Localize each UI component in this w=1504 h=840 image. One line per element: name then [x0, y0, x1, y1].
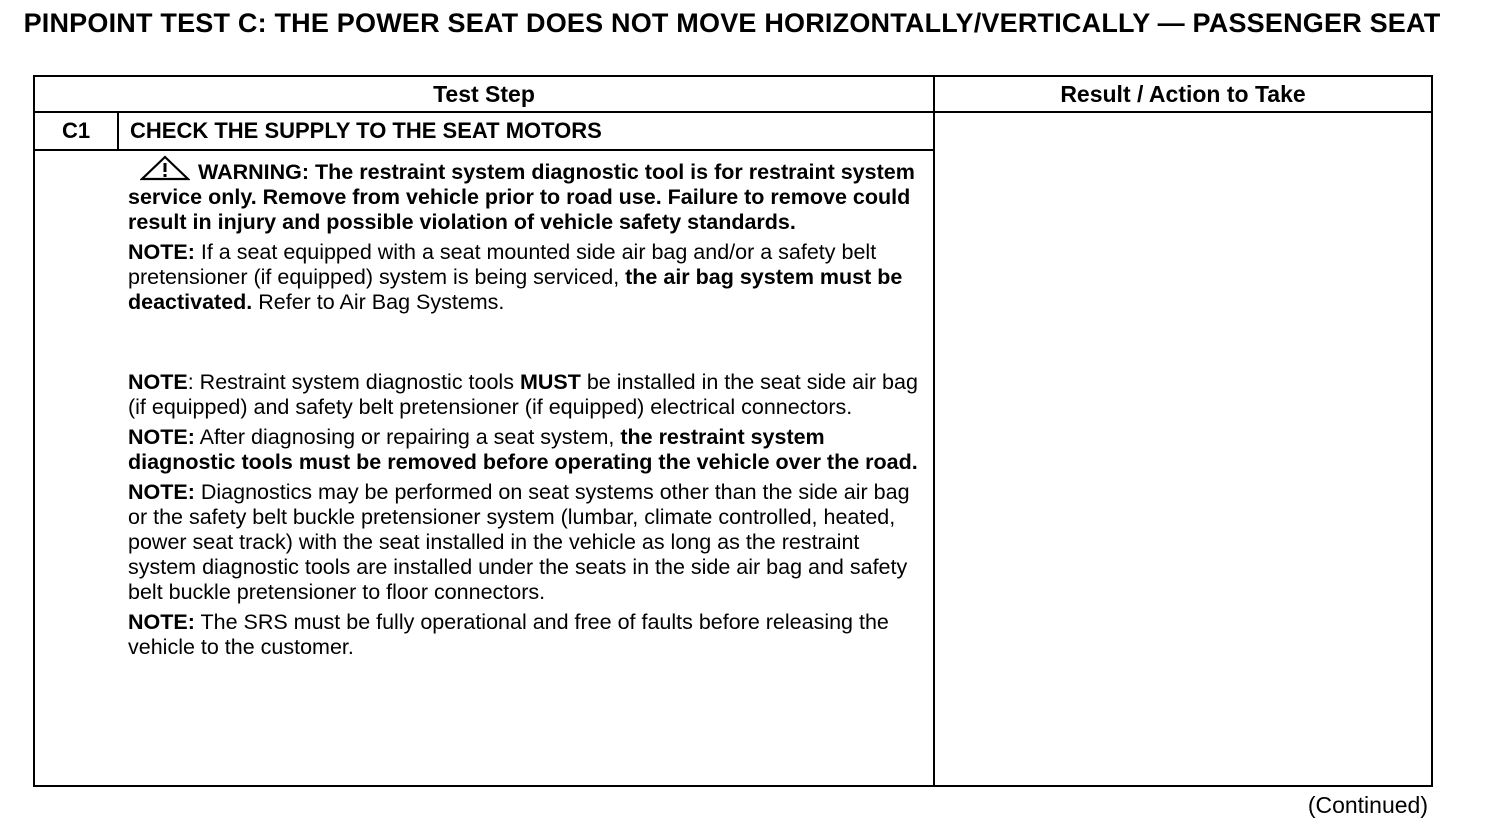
- note-text: Refer to Air Bag Systems.: [252, 290, 505, 314]
- pinpoint-test-table: [33, 75, 1433, 787]
- note-text: be installed in the seat side air bag (if equipped) and safety belt pretensioner (if equipped) electrical connectors.: [128, 370, 918, 419]
- note-emphasis: the air bag system must be deactivated.: [128, 265, 903, 314]
- note-text: : Restraint system diagnostic tools: [187, 370, 520, 394]
- warning-paragraph: [128, 155, 918, 235]
- step-content: [128, 155, 918, 665]
- note-text: Diagnostics may be performed on seat systems other than the side air bag or the safety belt buckle pretensioner system (lumbar, climate controlled, heated, power seat track) with the seat installed in the vehicle as long as the restraint system diagnostic tools are installed under the seats in the side air bag and safety belt buckle pretensioner to floor connectors.: [128, 480, 910, 604]
- note-text: If a seat equipped with a seat mounted side air bag and/or a safety belt pretensioner (if equipped) system is being serviced,: [128, 240, 877, 289]
- note-1: [128, 240, 918, 315]
- note-5: [128, 610, 918, 660]
- continued-label: (Continued): [1307, 792, 1428, 818]
- note-2: [128, 370, 918, 420]
- note-3: [128, 425, 918, 475]
- page-title: PINPOINT TEST C: THE POWER SEAT DOES NOT MOVE HORIZONTALLY/VERTICALLY — PASSENGER SEAT: [23, 8, 1441, 38]
- step-id: C1: [35, 113, 119, 149]
- note-label: NOTE:: [128, 425, 195, 449]
- header-test-step: Test Step: [433, 81, 535, 107]
- column-divider: [933, 77, 935, 785]
- spacer: [128, 320, 918, 370]
- note-text: After diagnosing or repairing a seat system,: [194, 425, 621, 449]
- header-result-action: Result / Action to Take: [1060, 81, 1306, 107]
- step-row: [35, 113, 933, 151]
- note-label: NOTE: [128, 370, 188, 394]
- note-label: NOTE:: [128, 610, 195, 634]
- warning-triangle-icon: [140, 155, 190, 181]
- note-label: NOTE:: [128, 240, 195, 264]
- note-4: [128, 480, 918, 605]
- note-emphasis: MUST: [519, 370, 581, 394]
- note-label: NOTE:: [128, 480, 195, 504]
- note-emphasis: the restraint system diagnostic tools must be removed before operating the vehicle over the road.: [128, 425, 918, 474]
- note-text: The SRS must be fully operational and free of faults before releasing the vehicle to the customer.: [128, 610, 889, 659]
- warning-text: WARNING: The restraint system diagnostic tool is for restraint system service only. Remove from vehicle prior to road use. Failure to remove could result in injury and possible violation of vehicle safety standards.: [128, 160, 915, 234]
- step-title: CHECK THE SUPPLY TO THE SEAT MOTORS: [130, 118, 602, 143]
